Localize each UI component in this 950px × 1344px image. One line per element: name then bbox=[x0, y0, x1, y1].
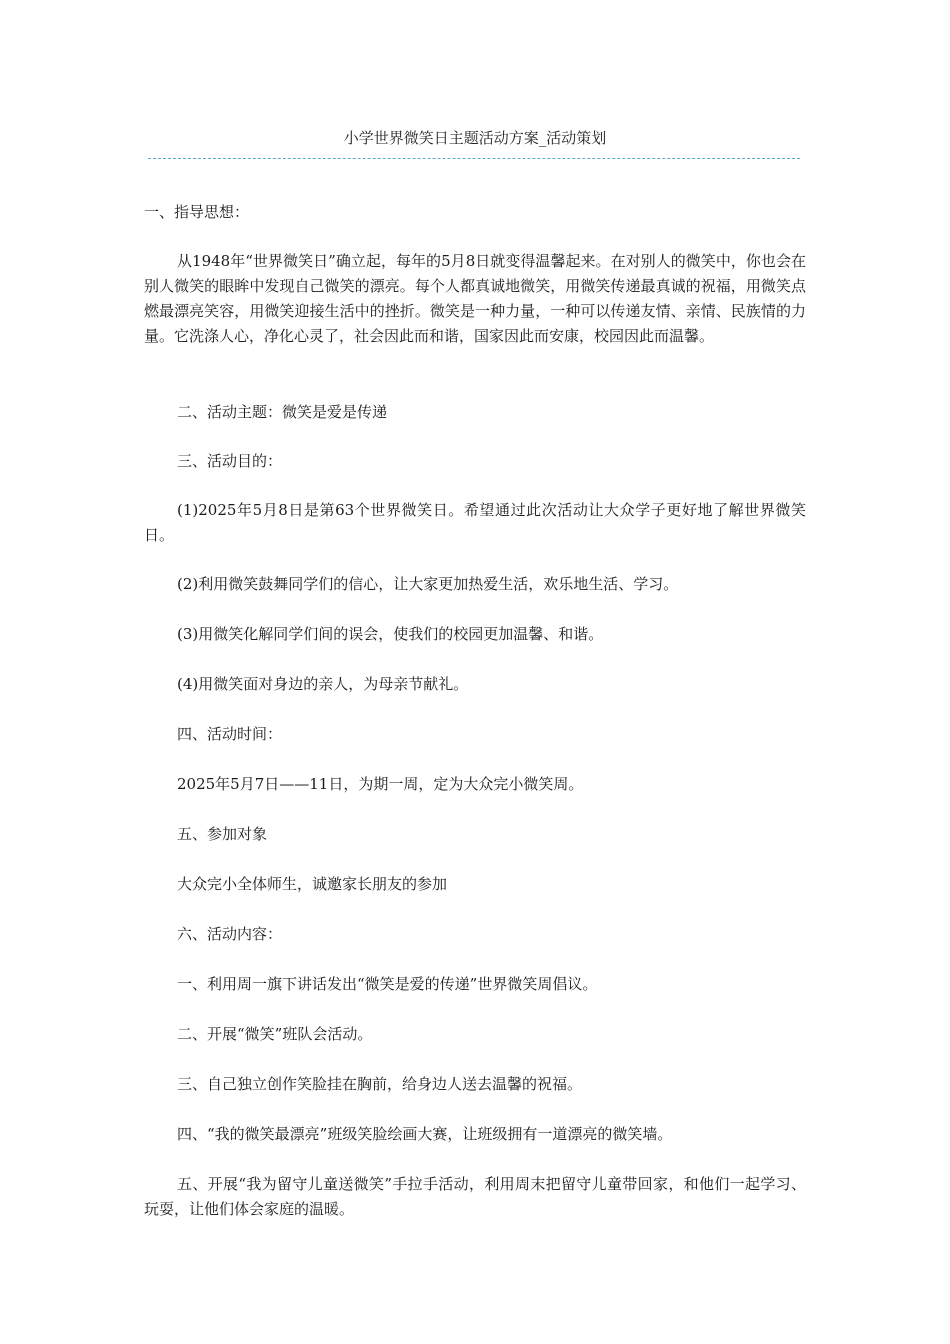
content-item-5: 五、开展“我为留守儿童送微笑”手拉手活动，利用周末把留守儿童带回家，和他们一起学习、玩耍，让他们体会家庭的温暖。 bbox=[144, 1175, 806, 1218]
content-item-4: 四、“我的微笑最漂亮”班级笑脸绘画大赛，让班级拥有一道漂亮的微笑墙。 bbox=[177, 1125, 673, 1143]
section-heading-theme: 二、活动主题：微笑是爱是传递 bbox=[177, 403, 388, 421]
purpose-item-4: (4)用微笑面对身边的亲人，为母亲节献礼。 bbox=[177, 675, 469, 693]
purpose-item-1: (1)2025年5月8日是第63个世界微笑日。希望通过此次活动让大众学子更好地了解世界微笑日。 bbox=[144, 501, 806, 544]
document-title: 小学世界微笑日主题活动方案_活动策划 bbox=[343, 129, 607, 147]
purpose-item-3: (3)用微笑化解同学们间的误会，使我们的校园更加温馨、和谐。 bbox=[177, 625, 604, 643]
paragraph-time: 2025年5月7日——11日，为期一周，定为大众完小微笑周。 bbox=[177, 775, 584, 793]
title-divider bbox=[148, 158, 800, 159]
content-item-3: 三、自己独立创作笑脸挂在胸前，给身边人送去温馨的祝福。 bbox=[177, 1075, 583, 1093]
content-item-1: 一、利用周一旗下讲话发出“微笑是爱的传递”世界微笑周倡议。 bbox=[177, 975, 598, 993]
purpose-item-2: (2)利用微笑鼓舞同学们的信心，让大家更加热爱生活，欢乐地生活、学习。 bbox=[177, 575, 679, 593]
paragraph-guiding-thought: 从1948年“世界微笑日”确立起，每年的5月8日就变得温馨起来。在对别人的微笑中，你也会在别人微笑的眼眸中发现自己微笑的漂亮。每个人都真诚地微笑，用微笑传递最真诚的祝福，用微笑点燃最漂亮笑容，用微笑迎接生活中的挫折。微笑是一种力量，一种可以传递友情、亲情、民族情的力量。它洗涤人心，净化心灵了，社会因此而和谐，国家因此而安康，校园因此而温馨。 bbox=[144, 252, 806, 345]
section-heading-content: 六、活动内容： bbox=[177, 925, 283, 943]
section-heading-guiding-thought: 一、指导思想： bbox=[144, 203, 250, 221]
content-item-2: 二、开展“微笑”班队会活动。 bbox=[177, 1025, 373, 1043]
section-heading-purpose: 三、活动目的： bbox=[177, 452, 283, 470]
section-heading-participants: 五、参加对象 bbox=[177, 825, 268, 843]
paragraph-participants: 大众完小全体师生，诚邀家长朋友的参加 bbox=[177, 875, 448, 893]
section-heading-time: 四、活动时间： bbox=[177, 725, 283, 743]
